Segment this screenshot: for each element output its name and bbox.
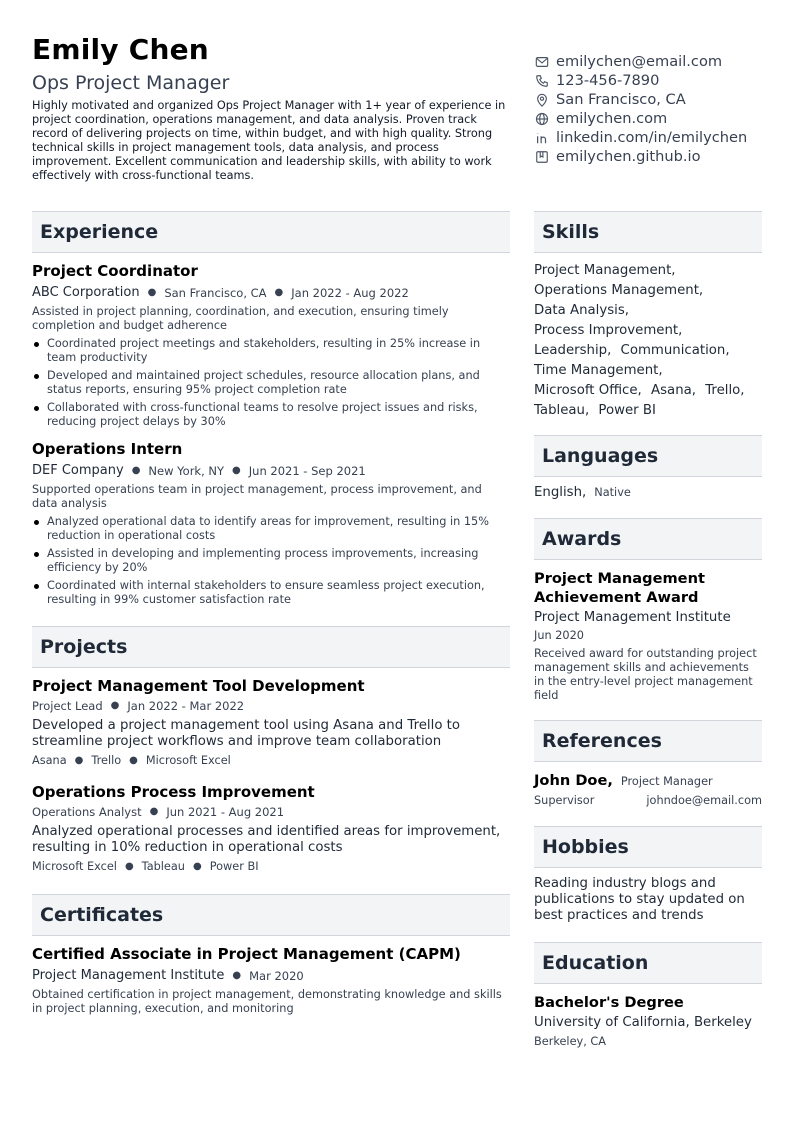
tag: Tableau — [141, 860, 185, 873]
project-role: Project Lead — [32, 699, 103, 713]
separator-dot: ● — [192, 861, 202, 872]
mail-icon — [534, 54, 550, 70]
company-name: DEF Company — [32, 463, 124, 478]
skill-item: Process Improvement, — [534, 323, 683, 338]
award-item — [534, 569, 762, 703]
separator-dot: ● — [232, 970, 242, 981]
job-location: New York, NY — [148, 464, 225, 478]
education-item — [534, 993, 762, 1049]
awards-heading: Awards — [534, 518, 762, 560]
skill-item: Project Management, — [534, 263, 676, 278]
tag: Microsoft Excel — [145, 754, 231, 767]
project-description: Developed a project management tool using Asana and Trello to streamline project workflows and improve team collaboration — [32, 718, 461, 749]
job-meta — [32, 461, 510, 481]
skill-item: Data Analysis, — [534, 303, 629, 318]
skill-item: Operations Management, — [534, 283, 704, 298]
company-name: ABC Corporation — [32, 285, 140, 300]
tag: Power BI — [209, 860, 259, 873]
bullet-item: Coordinated project meetings and stakeholders, resulting in 25% increase in team productivity — [32, 337, 510, 365]
phone-text: 123-456-7890 — [556, 72, 660, 89]
project-meta — [32, 803, 510, 821]
skill-item: Time Management, — [534, 363, 663, 378]
reference-item — [534, 771, 762, 808]
summary-text: Highly motivated and organized Ops Project Manager with 1+ year of experience in project coordination, operations management, and data analysis. Proven track record of delivering projects on time, within budget, and with high quality. Strong technical skills in project management tools, data analysis, and process improvement. Excellent communication and leadership skills, with ability to work effectively with cross-functional teams. — [32, 99, 506, 182]
certificate-meta — [32, 966, 510, 986]
skills-list — [534, 261, 762, 421]
separator-dot: ● — [129, 755, 138, 766]
project-meta — [32, 697, 510, 715]
certificate-title: Certified Associate in Project Management (CAPM) — [32, 945, 461, 963]
separator-dot: ● — [124, 861, 134, 872]
separator-dot: ● — [110, 700, 120, 711]
project-item — [32, 783, 510, 876]
separator-dot: ● — [131, 465, 141, 476]
language-name: English, — [534, 485, 587, 500]
tag: Microsoft Excel — [32, 860, 117, 873]
education-location: Berkeley, CA — [534, 1035, 607, 1048]
email-text: emilychen@email.com — [556, 53, 723, 70]
main-column — [32, 211, 510, 1016]
tag: Trello — [91, 754, 122, 767]
certificates-heading: Certificates — [32, 894, 510, 936]
skill-item: Power BI — [598, 403, 656, 418]
education-school: University of California, Berkeley — [534, 1015, 752, 1030]
side-column — [534, 211, 762, 1049]
job-bullets — [32, 337, 510, 429]
separator-dot: ● — [232, 465, 241, 476]
website-text: emilychen.com — [556, 110, 668, 127]
phone-icon — [534, 73, 550, 89]
project-dates: Jan 2022 - Mar 2022 — [127, 699, 245, 713]
job-location: San Francisco, CA — [164, 286, 267, 300]
skills-heading: Skills — [534, 211, 762, 253]
bullet-item: Collaborated with cross-functional teams to resolve project issues and risks, reducing project delays by 30% — [32, 401, 510, 429]
separator-dot: ● — [74, 755, 84, 766]
job-description: Assisted in project planning, coordination, and execution, ensuring timely completion and budget adherence — [32, 305, 449, 332]
languages-heading: Languages — [534, 435, 762, 477]
location-text: San Francisco, CA — [556, 91, 686, 108]
education-degree: Bachelor's Degree — [534, 994, 684, 1011]
award-description: Received award for outstanding project management skills and achievements in the entry-level project management field — [534, 647, 757, 702]
skill-item: Microsoft Office, — [534, 383, 642, 398]
skill-item: Tableau, — [534, 403, 590, 418]
experience-item — [32, 440, 510, 607]
resume-header — [32, 32, 512, 183]
contact-phone[interactable] — [534, 71, 784, 90]
experience-item — [32, 262, 510, 429]
job-bullets — [32, 515, 510, 607]
projects-heading: Projects — [32, 626, 510, 668]
job-title: Operations Intern — [32, 440, 183, 458]
hobbies-heading: Hobbies — [534, 826, 762, 868]
skill-item: Communication, — [620, 343, 730, 358]
contact-email[interactable] — [534, 52, 784, 71]
reference-detail-row — [534, 794, 762, 808]
language-level: Native — [594, 486, 631, 499]
job-description: Supported operations team in project management, process improvement, and data analysis — [32, 483, 482, 510]
github-icon — [534, 149, 550, 165]
certificate-issuer: Project Management Institute — [32, 968, 225, 983]
contact-website[interactable] — [534, 109, 784, 128]
reference-relation: Supervisor — [534, 794, 595, 807]
candidate-role: Ops Project Manager — [32, 72, 230, 94]
project-description: Analyzed operational processes and identified areas for improvement, resulting in 10% reduction in operational costs — [32, 824, 501, 855]
separator-dot: ● — [147, 287, 157, 298]
project-dates: Jun 2021 - Aug 2021 — [166, 805, 285, 819]
education-heading: Education — [534, 942, 762, 984]
contact-github[interactable] — [534, 147, 784, 166]
skill-item: Trello, — [705, 383, 745, 398]
contact-list — [534, 52, 784, 166]
location-pin-icon — [534, 92, 550, 108]
certificate-date: Mar 2020 — [249, 969, 304, 983]
bullet-item: Analyzed operational data to identify areas for improvement, resulting in 15% reduction in operational costs — [32, 515, 510, 543]
linkedin-icon — [534, 130, 550, 146]
hobbies-text: Reading industry blogs and publications to stay updated on best practices and trends — [534, 876, 745, 923]
contact-linkedin[interactable] — [534, 128, 784, 147]
separator-dot: ● — [274, 287, 284, 298]
reference-name-row — [534, 771, 762, 790]
bullet-item: Assisted in developing and implementing process improvements, increasing efficiency by 20% — [32, 547, 510, 575]
skill-item: Asana, — [651, 383, 696, 398]
experience-heading: Experience — [32, 211, 510, 253]
reference-email[interactable]: johndoe@email.com — [646, 794, 762, 807]
project-tags — [32, 752, 510, 770]
job-dates: Jun 2021 - Sep 2021 — [248, 464, 366, 478]
reference-name: John Doe, — [534, 772, 613, 789]
bullet-item: Developed and maintained project schedules, resource allocation plans, and status reports, ensuring 95% project completion rate — [32, 369, 510, 397]
award-issuer: Project Management Institute — [534, 610, 731, 625]
project-role: Operations Analyst — [32, 805, 142, 819]
language-item — [534, 485, 762, 501]
references-heading: References — [534, 720, 762, 762]
reference-title: Project Manager — [620, 775, 713, 788]
tag: Asana — [32, 754, 67, 767]
contact-location — [534, 90, 784, 109]
linkedin-text: linkedin.com/in/emilychen — [556, 129, 748, 146]
certificate-item — [32, 945, 510, 1016]
project-title: Project Management Tool Development — [32, 677, 365, 695]
github-text: emilychen.github.io — [556, 148, 701, 165]
job-title: Project Coordinator — [32, 262, 198, 280]
bullet-item: Coordinated with internal stakeholders to ensure seamless project execution, resulting in 99% customer satisfaction rate — [32, 579, 510, 607]
award-title: Project Management Achievement Award — [534, 570, 705, 606]
project-tags — [32, 858, 510, 876]
job-dates: Jan 2022 - Aug 2022 — [291, 286, 409, 300]
job-meta — [32, 283, 510, 303]
separator-dot: ● — [149, 806, 159, 817]
globe-icon — [534, 111, 550, 127]
skill-item: Leadership, — [534, 343, 612, 358]
award-date: Jun 2020 — [534, 629, 584, 642]
project-item — [32, 677, 510, 770]
certificate-description: Obtained certification in project management, demonstrating knowledge and skills in project planning, execution, and monitoring — [32, 988, 502, 1015]
candidate-name: Emily Chen — [32, 33, 209, 66]
project-title: Operations Process Improvement — [32, 783, 315, 801]
